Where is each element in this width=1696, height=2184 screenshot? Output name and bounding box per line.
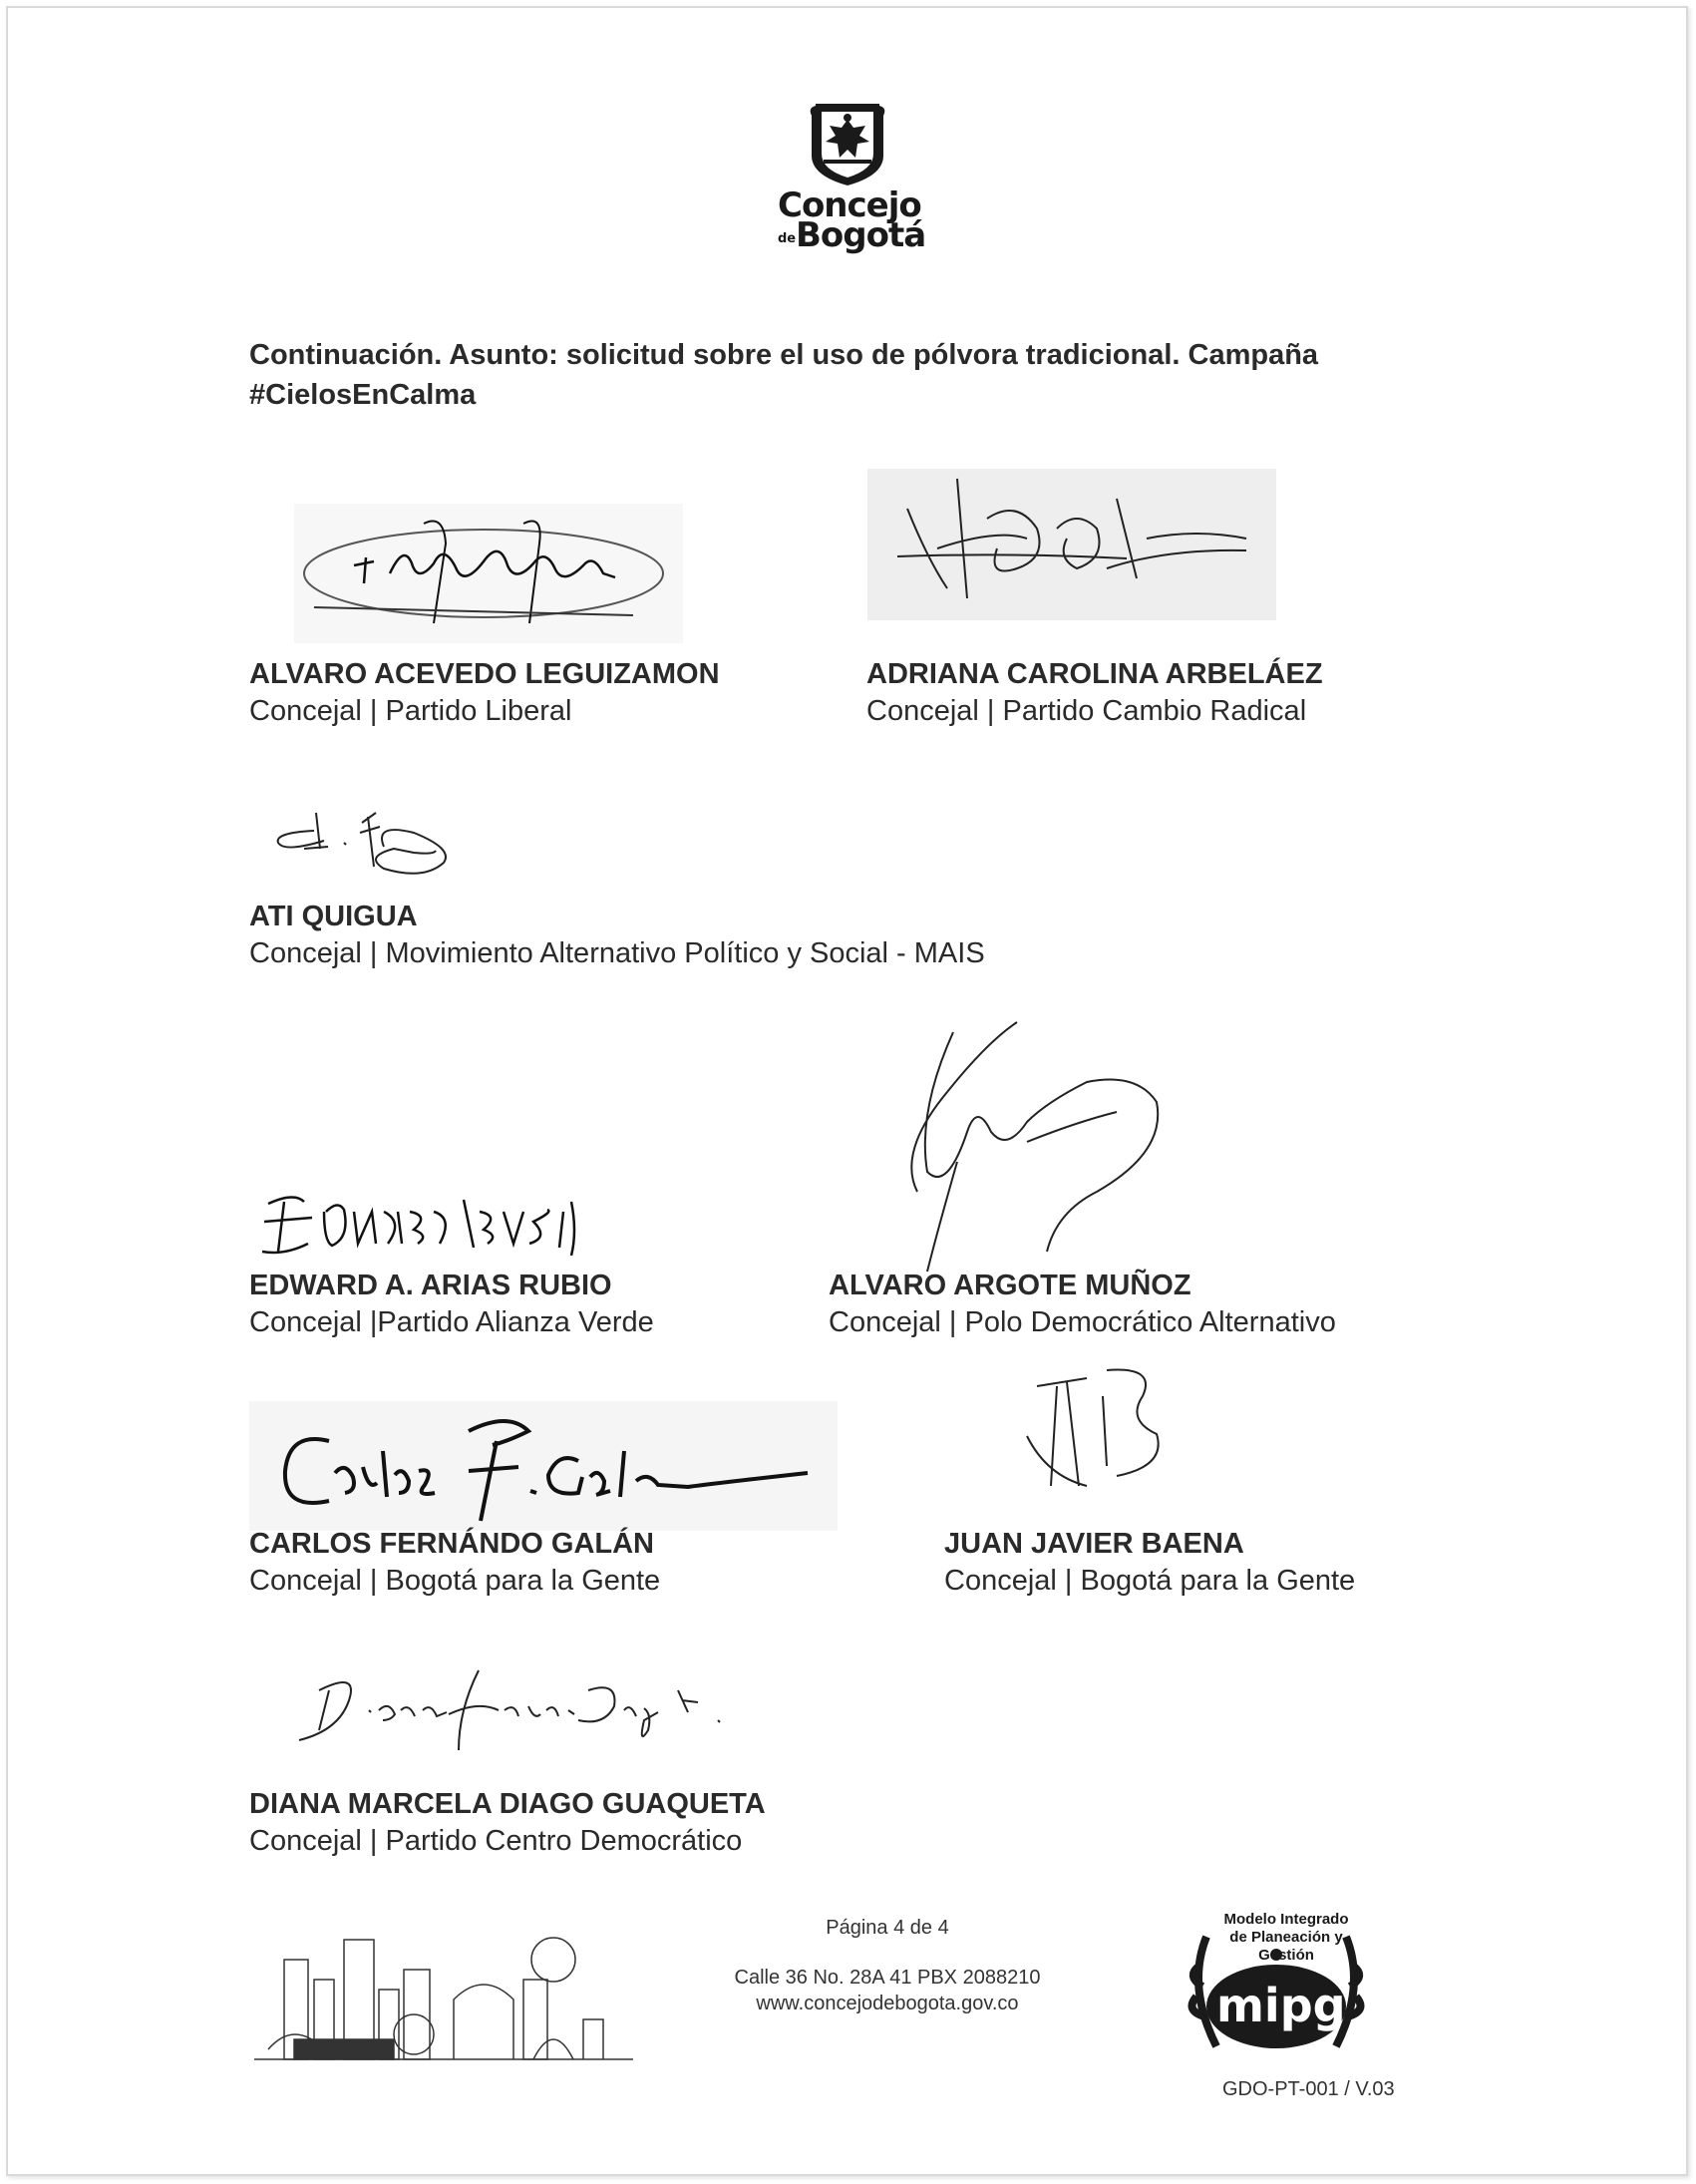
mipg-wordmark: mipg	[1216, 1979, 1346, 2032]
logo-word-concejo: Concejo	[778, 185, 921, 225]
bogota-coat-of-arms-icon	[768, 98, 927, 187]
signer-role: Concejal | Bogotá para la Gente	[944, 1565, 1356, 1597]
signer-name: DIANA MARCELA DIAGO GUAQUETA	[249, 1788, 766, 1820]
signer-block-5	[829, 1270, 1336, 1339]
signer-block-1	[249, 658, 720, 728]
signature-alvaro-acevedo	[294, 504, 683, 643]
signer-name: ATI QUIGUA	[249, 901, 418, 932]
signer-role: Concejal | Partido Centro Democrático	[249, 1825, 743, 1857]
signer-role: Concejal | Polo Democrático Alternativo	[829, 1306, 1336, 1338]
logo-word-bogota: Bogotá	[796, 215, 926, 255]
subject-text	[249, 335, 1426, 415]
footer-address: Calle 36 No. 28A 41 PBX 2088210	[734, 1967, 1041, 1989]
logo-word-de: de	[778, 231, 797, 246]
signature-alvaro-argote	[857, 1012, 1177, 1281]
document-code: GDO-PT-001 / V.03	[1222, 2078, 1395, 2100]
signer-name: ADRIANA CAROLINA ARBELÁEZ	[866, 658, 1323, 690]
mipg-title-line: Gestión	[1258, 1947, 1314, 1964]
mipg-title-line: Modelo Integrado	[1223, 1911, 1349, 1928]
footer-website[interactable]: www.concejodebogota.gov.co	[756, 1993, 1019, 2014]
subject-line-2: #CielosEnCalma	[249, 379, 477, 411]
signer-block-2	[866, 658, 1323, 728]
signer-role: Concejal | Partido Liberal	[249, 695, 572, 727]
signature-carlos-galan	[249, 1401, 838, 1531]
concejo-logo	[768, 98, 927, 257]
signer-name: ALVARO ARGOTE MUÑOZ	[829, 1270, 1191, 1301]
signer-name: JUAN JAVIER BAENA	[944, 1528, 1244, 1560]
mipg-title-line: de Planeación y	[1229, 1929, 1343, 1946]
signature-edward-arias	[254, 1182, 613, 1262]
signer-name: CARLOS FERNÁNDO GALÁN	[249, 1528, 654, 1560]
signature-ati-quigua	[264, 793, 494, 893]
signer-role: Concejal |Partido Alianza Verde	[249, 1306, 654, 1338]
mipg-title	[1216, 1911, 1356, 1965]
city-skyline-illustration	[254, 1920, 633, 2069]
signature-juan-baena	[1007, 1356, 1177, 1516]
signer-block-3	[249, 901, 985, 970]
signer-role: Concejal | Movimiento Alternativo Político y Social - MAIS	[249, 937, 985, 969]
signer-block-7	[944, 1528, 1355, 1598]
signer-role: Concejal | Bogotá para la Gente	[249, 1565, 661, 1597]
signer-block-6	[249, 1528, 660, 1598]
signer-name: ALVARO ACEVEDO LEGUIZAMON	[249, 658, 720, 690]
signer-block-4	[249, 1270, 654, 1339]
signer-role: Concejal | Partido Cambio Radical	[866, 695, 1307, 727]
signer-block-8	[249, 1788, 766, 1858]
mipg-logo	[1177, 1907, 1376, 2076]
signature-diana-diago	[279, 1650, 738, 1760]
subject-line-1: Continuación. Asunto: solicitud sobre el uso de pólvora tradicional. Campaña	[249, 339, 1319, 371]
page-number: Página 4 de 4	[826, 1917, 949, 1939]
signature-adriana-arbelaez	[867, 469, 1276, 620]
signer-name: EDWARD A. ARIAS RUBIO	[249, 1270, 612, 1301]
